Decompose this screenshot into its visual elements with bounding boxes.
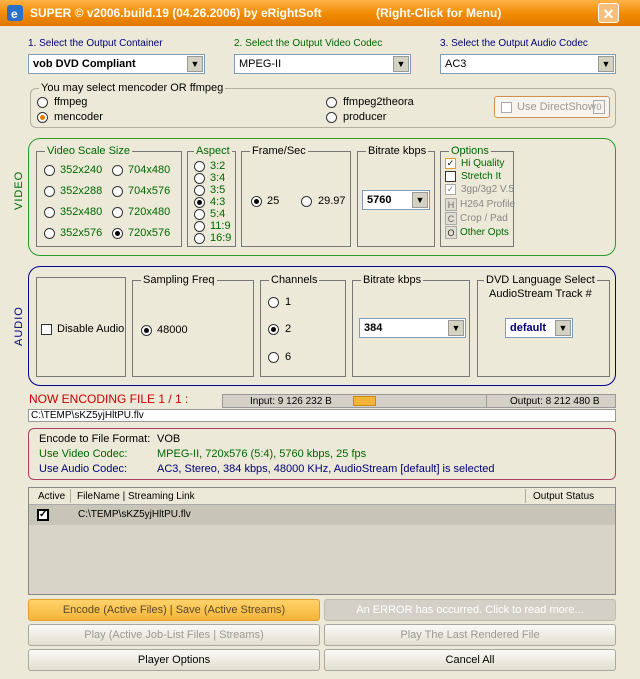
label-ffmpeg: ffmpeg xyxy=(54,96,88,108)
radio-aspect-3-5[interactable] xyxy=(194,185,205,196)
chevron-down-icon[interactable]: ▼ xyxy=(412,192,428,208)
audio-codec-select-value: AC3 xyxy=(445,58,467,70)
hi-quality-label: Hi Quality xyxy=(461,158,505,169)
dvd-audiostream-title: AudioStream Track # xyxy=(489,288,592,300)
encoding-input-size: Input: 9 126 232 B xyxy=(250,396,332,407)
radio-352x480[interactable] xyxy=(44,207,55,218)
video-codec-value: MPEG-II, 720x576 (5:4), 5760 kbps, 25 fps xyxy=(157,448,367,460)
label-aspect-3-4: 3:4 xyxy=(210,172,226,184)
audio-bitrate-select[interactable] xyxy=(359,318,466,338)
label-aspect-16-9: 16:9 xyxy=(210,232,232,244)
disable-audio-label: Disable Audio xyxy=(57,323,125,335)
video-codec-select-value: MPEG-II xyxy=(239,58,282,70)
section-audio-codec: 3. Select the Output Audio Codec xyxy=(440,38,588,49)
header-divider xyxy=(525,489,526,503)
job-list-table[interactable] xyxy=(28,487,616,595)
dvd-language-title: DVD Language Select xyxy=(486,274,595,286)
radio-aspect-3-2[interactable] xyxy=(194,161,205,172)
h264-key-button[interactable]: H xyxy=(445,198,457,211)
svg-text:e: e xyxy=(11,7,18,21)
encoder-group-title: You may select mencoder OR ffmpeg xyxy=(41,82,224,94)
label-mencoder: mencoder xyxy=(54,111,103,123)
radio-aspect-5-4[interactable] xyxy=(194,209,205,220)
progress-fill xyxy=(353,396,376,406)
video-options-title: Options xyxy=(451,145,489,157)
radio-352x240[interactable] xyxy=(44,165,55,176)
chevron-down-icon[interactable]: ▼ xyxy=(598,56,614,72)
radio-720x480[interactable] xyxy=(112,207,123,218)
video-bitrate-value: 5760 xyxy=(367,194,392,206)
header-output-status[interactable]: Output Status xyxy=(533,491,595,502)
section-video-codec: 2. Select the Output Video Codec xyxy=(234,38,383,49)
label-aspect-11-9: 11:9 xyxy=(210,220,231,232)
label-720x480: 720x480 xyxy=(128,206,171,218)
stretch-checkbox[interactable] xyxy=(445,171,456,182)
video-bitrate-title: Bitrate kbps xyxy=(368,145,427,157)
video-codec-select[interactable] xyxy=(234,54,411,74)
app-icon xyxy=(6,4,24,22)
row-active-checkbox[interactable]: ✓ xyxy=(39,509,48,520)
radio-aspect-3-4[interactable] xyxy=(194,173,205,184)
container-select-value: vob DVD Compliant xyxy=(33,58,136,70)
row-filename: C:\TEMP\sKZ5yjHltPU.flv xyxy=(78,509,191,520)
player-options-button[interactable]: Player Options xyxy=(28,649,320,671)
label-352x288: 352x288 xyxy=(60,185,103,197)
current-file-box xyxy=(28,409,616,422)
video-scale-title: Video Scale Size xyxy=(47,145,130,157)
other-opts-label: Other Opts xyxy=(460,227,509,238)
radio-channels-2[interactable] xyxy=(268,324,279,335)
play-jobs-button[interactable]: Play (Active Job-List Files | Streams) xyxy=(28,624,320,646)
label-aspect-3-5: 3:5 xyxy=(210,184,226,196)
directshow-checkbox[interactable] xyxy=(501,102,512,113)
encoding-output-size: Output: 8 212 480 B xyxy=(510,396,600,407)
audio-bitrate-title: Bitrate kbps xyxy=(363,274,422,286)
label-aspect-5-4: 5:4 xyxy=(210,208,226,220)
radio-aspect-4-3[interactable] xyxy=(194,197,205,208)
video-side-label: VIDEO xyxy=(13,170,25,210)
3gp-checkbox[interactable]: ✓ xyxy=(446,184,455,194)
label-352x240: 352x240 xyxy=(60,164,103,176)
label-352x480: 352x480 xyxy=(60,206,103,218)
chevron-down-icon[interactable]: ▼ xyxy=(187,56,203,72)
radio-fps-29-97[interactable] xyxy=(301,196,312,207)
3gp-label: 3gp/3g2 V.5 xyxy=(461,184,515,195)
title-bar[interactable] xyxy=(0,0,640,26)
chevron-down-icon[interactable]: ▼ xyxy=(555,320,571,336)
crop-label: Crop / Pad xyxy=(460,213,508,224)
radio-channels-6[interactable] xyxy=(268,352,279,363)
h264-label: H264 Profile xyxy=(460,199,516,210)
audio-side-label: AUDIO xyxy=(13,306,25,346)
audio-codec-label: Use Audio Codec: xyxy=(39,463,128,475)
radio-ffmpeg2theora[interactable] xyxy=(326,97,337,108)
directshow-label: Use DirectShow xyxy=(517,101,596,113)
audio-codec-value: AC3, Stereo, 384 kbps, 48000 KHz, AudioStream [default] is selected xyxy=(157,463,495,475)
disable-audio-checkbox[interactable] xyxy=(41,324,52,335)
play-last-button[interactable]: Play The Last Rendered File xyxy=(324,624,616,646)
label-producer: producer xyxy=(343,111,387,123)
label-aspect-3-2: 3:2 xyxy=(210,160,226,172)
channels-title: Channels xyxy=(271,274,318,286)
error-button[interactable]: An ERROR has occurred. Click to read more... xyxy=(324,599,616,621)
fps-title: Frame/Sec xyxy=(252,145,306,157)
close-icon: ✕ xyxy=(602,6,615,22)
radio-720x576[interactable] xyxy=(112,228,123,239)
chevron-down-icon[interactable]: ▼ xyxy=(393,56,409,72)
radio-352x576[interactable] xyxy=(44,228,55,239)
audio-bitrate-value: 384 xyxy=(364,322,383,334)
label-channels-6: 6 xyxy=(285,351,292,363)
audio-codec-select[interactable] xyxy=(440,54,616,74)
radio-channels-1[interactable] xyxy=(268,297,279,308)
format-value: VOB xyxy=(157,433,181,445)
label-aspect-4-3: 4:3 xyxy=(210,196,226,208)
label-352x576: 352x576 xyxy=(60,227,103,239)
radio-ffmpeg[interactable] xyxy=(37,97,48,108)
dvd-language-select[interactable] xyxy=(505,318,573,338)
header-filename[interactable]: FileName | Streaming Link xyxy=(77,491,195,502)
radio-704x480[interactable] xyxy=(112,165,123,176)
directshow-key: 0 xyxy=(593,100,605,114)
table-row[interactable] xyxy=(29,505,615,525)
radio-704x576[interactable] xyxy=(112,186,123,197)
label-720x576: 720x576 xyxy=(128,227,171,239)
window-title: SUPER © v2006.build.19 (04.26.2006) by eRightSoft xyxy=(30,6,322,20)
video-codec-label: Use Video Codec: xyxy=(39,448,128,460)
label-freq-48000: 48000 xyxy=(157,324,188,336)
sampling-freq-title: Sampling Freq xyxy=(143,274,215,286)
other-opts-key-button[interactable]: O xyxy=(445,226,457,239)
hi-quality-checkbox[interactable]: ✓ xyxy=(446,158,455,168)
chevron-down-icon[interactable]: ▼ xyxy=(448,320,464,336)
radio-aspect-16-9[interactable] xyxy=(194,233,205,244)
encode-button[interactable]: Encode (Active Files) | Save (Active Streams) xyxy=(28,599,320,621)
header-divider xyxy=(70,489,71,503)
radio-producer[interactable] xyxy=(326,112,337,123)
section-container: 1. Select the Output Container xyxy=(28,38,163,49)
label-channels-2: 2 xyxy=(285,323,292,335)
label-ffmpeg2theora: ffmpeg2theora xyxy=(343,96,414,108)
cancel-all-button[interactable]: Cancel All xyxy=(324,649,616,671)
radio-fps-25[interactable] xyxy=(251,196,262,207)
radio-aspect-11-9[interactable] xyxy=(194,221,205,232)
window-title-hint: (Right-Click for Menu) xyxy=(376,6,502,20)
format-label: Encode to File Format: xyxy=(39,433,151,445)
label-704x480: 704x480 xyxy=(128,164,171,176)
label-channels-1: 1 xyxy=(285,296,292,308)
encoding-status: NOW ENCODING FILE 1 / 1 : xyxy=(29,392,189,406)
close-button[interactable] xyxy=(598,3,619,23)
radio-freq-48000[interactable] xyxy=(141,325,152,336)
dvd-language-value: default xyxy=(510,322,547,334)
crop-key-button[interactable]: C xyxy=(445,212,457,225)
header-active[interactable]: Active xyxy=(38,491,66,502)
current-file-path: C:\TEMP\sKZ5yjHltPU.flv xyxy=(31,410,144,421)
label-fps-29-97: 29.97 xyxy=(318,195,346,207)
aspect-title: Aspect xyxy=(196,145,230,157)
container-select[interactable] xyxy=(28,54,205,74)
label-fps-25: 25 xyxy=(267,195,280,207)
directshow-button[interactable] xyxy=(494,96,610,118)
stretch-label: Stretch It xyxy=(461,171,502,182)
label-704x576: 704x576 xyxy=(128,185,171,197)
progress-divider xyxy=(486,394,487,408)
video-bitrate-select[interactable] xyxy=(362,190,430,210)
radio-352x288[interactable] xyxy=(44,186,55,197)
radio-mencoder[interactable] xyxy=(37,112,48,123)
